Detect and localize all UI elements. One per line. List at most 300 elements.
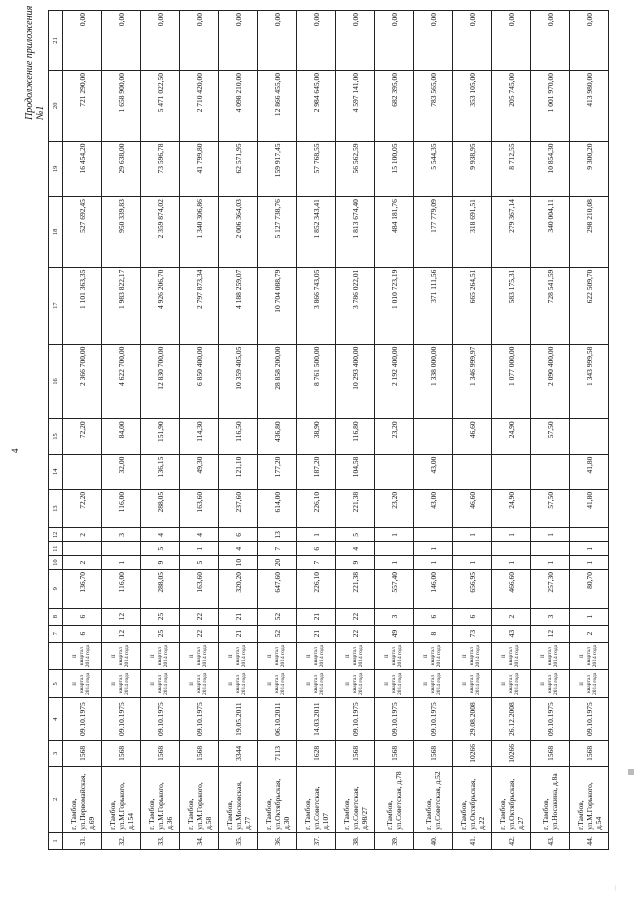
cell-no: 44.: [570, 832, 609, 849]
cell-c12: 1: [531, 528, 570, 542]
cell-c19: 10 854,30: [531, 141, 570, 197]
cell-c9: 136,70: [63, 570, 102, 608]
cell-c13: 46,60: [453, 489, 492, 527]
cell-c19: 41 799,80: [180, 141, 219, 197]
cell-c7: 25: [141, 625, 180, 642]
cell-c15: 23,20: [375, 419, 414, 454]
cell-c18: 2 006 364,03: [219, 197, 258, 268]
cell-c3: 1568: [141, 741, 180, 767]
cell-c15: [414, 419, 453, 454]
cell-c12: 5: [336, 528, 375, 542]
cell-no: 40.: [414, 832, 453, 849]
cell-c12: 4: [141, 528, 180, 542]
cell-c16: 2 192 400,00: [375, 344, 414, 419]
cell-c17: 3 866 743,05: [297, 267, 336, 344]
cell-c8: 25: [141, 608, 180, 625]
cell-c17: 665 264,51: [453, 267, 492, 344]
cell-c9: 557,40: [375, 570, 414, 608]
cell-c13: 43,00: [414, 489, 453, 527]
cell-c7: 2: [570, 625, 609, 642]
cell-c9: 466,60: [492, 570, 531, 608]
cell-no: 34.: [180, 832, 219, 849]
header-cell: 16: [49, 344, 63, 419]
cell-c12: [414, 528, 453, 542]
cell-c19: 8 712,55: [492, 141, 531, 197]
cell-c11: 5: [141, 542, 180, 556]
cell-c5: II квартал 2014 года: [297, 670, 336, 698]
cell-c15: 46,60: [453, 419, 492, 454]
cell-c21: 0,00: [570, 11, 609, 71]
cell-c14: 49,30: [180, 454, 219, 489]
cell-no: 36.: [258, 832, 297, 849]
cell-c19: 57 768,55: [297, 141, 336, 197]
cell-c7: 22: [180, 625, 219, 642]
cell-c14: [531, 454, 570, 489]
header-cell: 13: [49, 489, 63, 527]
cell-date: 06.10.2011: [258, 698, 297, 741]
cell-c21: 0,00: [258, 11, 297, 71]
cell-c17: 10 704 088,79: [258, 267, 297, 344]
cell-c20: 2 710 420,00: [180, 71, 219, 142]
cell-c20: 5 471 022,50: [141, 71, 180, 142]
header-cell: 4: [49, 698, 63, 741]
cell-c6: II квартал 2014 года: [336, 642, 375, 670]
cell-c15: 116,80: [336, 419, 375, 454]
cell-addr: г. Тамбов, ул.Носакина, д.8а: [531, 766, 570, 832]
header-cell: 19: [49, 141, 63, 197]
cell-c5: II квартал 2014 года: [336, 670, 375, 698]
header-cell: 9: [49, 570, 63, 608]
cell-c17: 3 786 022,01: [336, 267, 375, 344]
cell-c21: 0,00: [63, 11, 102, 71]
cell-addr: г.Тамбов, ул.Московская, д.77: [219, 766, 258, 832]
cell-c11: 1: [570, 542, 609, 556]
cell-c11: 7: [258, 542, 297, 556]
cell-c11: [102, 542, 141, 556]
cell-c6: II квартал 2014 года: [531, 642, 570, 670]
cell-c7: 73: [453, 625, 492, 642]
cell-addr: г. Тамбов, ул.Октябрьская, д.27: [492, 766, 531, 832]
cell-c5: II квартал 2014 года: [375, 670, 414, 698]
cell-c16: 2 366 700,00: [63, 344, 102, 419]
cell-date: 09.10.1975: [63, 698, 102, 741]
cell-c9: 320,20: [219, 570, 258, 608]
table-row: [336, 11, 375, 850]
cell-c5: II квартал 2014 года: [63, 670, 102, 698]
cell-c10: 2: [63, 556, 102, 570]
cell-c3: 10266: [453, 741, 492, 767]
cell-c10: 1: [492, 556, 531, 570]
cell-c6: II квартал 2014 года: [570, 642, 609, 670]
cell-c19: 62 571,95: [219, 141, 258, 197]
cell-c15: 57,50: [531, 419, 570, 454]
cell-c13: 41,80: [570, 489, 609, 527]
cell-c9: 226,10: [297, 570, 336, 608]
cell-c17: 622 509,70: [570, 267, 609, 344]
cell-c16: 8 761 500,00: [297, 344, 336, 419]
cell-c15: 436,80: [258, 419, 297, 454]
cell-c8: 21: [219, 608, 258, 625]
cell-c13: 288,05: [141, 489, 180, 527]
cell-c14: 187,20: [297, 454, 336, 489]
scan-mark: [628, 769, 634, 775]
cell-c14: [375, 454, 414, 489]
cell-c8: 12: [102, 608, 141, 625]
cell-c7: 12: [102, 625, 141, 642]
cell-c3: 1568: [336, 741, 375, 767]
cell-c17: 371 111,56: [414, 267, 453, 344]
cell-c20: 1 001 970,00: [531, 71, 570, 142]
cell-c15: 116,50: [219, 419, 258, 454]
cell-c14: [453, 454, 492, 489]
cell-c17: 728 541,59: [531, 267, 570, 344]
cell-c10: 1: [375, 556, 414, 570]
cell-c14: 121,10: [219, 454, 258, 489]
cell-c5: II квартал 2014 года: [219, 670, 258, 698]
table-row: [531, 11, 570, 850]
cell-c19: 29 638,00: [102, 141, 141, 197]
cell-no: 37.: [297, 832, 336, 849]
cell-c12: 1: [492, 528, 531, 542]
cell-c3: 3344: [219, 741, 258, 767]
cell-c8: 22: [336, 608, 375, 625]
cell-c14: 104,58: [336, 454, 375, 489]
cell-c7: 43: [492, 625, 531, 642]
cell-c9: 257,30: [531, 570, 570, 608]
cell-c7: 49: [375, 625, 414, 642]
cell-addr: г. Тамбов, ул.Советская, д.52: [414, 766, 453, 832]
cell-c16: 4 622 700,00: [102, 344, 141, 419]
cell-addr: г.Тамбов, ул.М.Горького, д.54: [570, 766, 609, 832]
cell-c16: 28 858 200,00: [258, 344, 297, 419]
cell-c7: 21: [219, 625, 258, 642]
cell-addr: г.Тамбов, ул.Октябрьская, д.22: [453, 766, 492, 832]
cell-date: 09.10.1975: [102, 698, 141, 741]
cell-c7: 8: [414, 625, 453, 642]
cell-c19: 159 917,45: [258, 141, 297, 197]
header-cell: 21: [49, 11, 63, 71]
cell-c6: II квартал 2014 года: [141, 642, 180, 670]
cell-c13: 57,50: [531, 489, 570, 527]
header-cell: 15: [49, 419, 63, 454]
cell-c15: 24,90: [492, 419, 531, 454]
table-row: [453, 11, 492, 850]
header-cell: 11: [49, 542, 63, 556]
cell-c21: 0,00: [219, 11, 258, 71]
cell-addr: г. Тамбов, ул.Октябрьская, д.30: [258, 766, 297, 832]
cell-c6: II квартал 2014 года: [219, 642, 258, 670]
table-row: [414, 11, 453, 850]
cell-c6: II квартал 2014 года: [453, 642, 492, 670]
cell-c13: 237,60: [219, 489, 258, 527]
cell-addr: г. Тамбов, ул.М.Горького, д.58: [180, 766, 219, 832]
cell-addr: г. Тамбов, ул.Советская, д.98/27: [336, 766, 375, 832]
table-row: [102, 11, 141, 850]
cell-c18: 2 359 874,02: [141, 197, 180, 268]
cell-date: 19.05.2011: [219, 698, 258, 741]
cell-c17: 1 101 363,35: [63, 267, 102, 344]
cell-c18: 279 367,14: [492, 197, 531, 268]
cell-c10: 1: [414, 556, 453, 570]
cell-c11: [63, 542, 102, 556]
cell-c16: 12 830 700,00: [141, 344, 180, 419]
cell-c16: 10 293 400,00: [336, 344, 375, 419]
cell-c10: 20: [258, 556, 297, 570]
cell-c3: 1568: [180, 741, 219, 767]
cell-addr: г.Тамбов, ул.М.Горького, д.154: [102, 766, 141, 832]
cell-c16: 1 077 000,00: [492, 344, 531, 419]
cell-c7: 6: [63, 625, 102, 642]
cell-c3: 1568: [375, 741, 414, 767]
cell-c5: II квартал 2014 года: [180, 670, 219, 698]
cell-date: 09.10.1975: [141, 698, 180, 741]
cell-c5: II квартал 2014 года: [258, 670, 297, 698]
cell-c5: II квартал 2014 года: [570, 670, 609, 698]
cell-c14: 177,20: [258, 454, 297, 489]
cell-c17: 1 010 723,19: [375, 267, 414, 344]
cell-c10: 10: [219, 556, 258, 570]
cell-c17: 4 926 206,70: [141, 267, 180, 344]
cell-c8: 6: [453, 608, 492, 625]
cell-c19: 73 596,78: [141, 141, 180, 197]
cell-date: 09.10.1975: [336, 698, 375, 741]
cell-c6: II квартал 2014 года: [492, 642, 531, 670]
cell-date: 09.10.1975: [180, 698, 219, 741]
cell-c8: 2: [492, 608, 531, 625]
cell-c15: [570, 419, 609, 454]
cell-c21: 0,00: [492, 11, 531, 71]
cell-c15: 114,30: [180, 419, 219, 454]
cell-c21: 0,00: [180, 11, 219, 71]
cell-c9: 80,70: [570, 570, 609, 608]
cell-c21: 0,00: [453, 11, 492, 71]
cell-c20: 4 098 210,00: [219, 71, 258, 142]
cell-c15: 151,90: [141, 419, 180, 454]
cell-c16: 1 343 999,58: [570, 344, 609, 419]
cell-c19: 5 544,35: [414, 141, 453, 197]
cell-c14: 136,15: [141, 454, 180, 489]
cell-c12: 4: [180, 528, 219, 542]
cell-c18: 5 127 738,76: [258, 197, 297, 268]
cell-no: 43.: [531, 832, 570, 849]
cell-date: 09.10.1975: [570, 698, 609, 741]
cell-c5: II квартал 2014 года: [531, 670, 570, 698]
cell-no: 33.: [141, 832, 180, 849]
cell-no: 35.: [219, 832, 258, 849]
cell-c12: 3: [102, 528, 141, 542]
cell-c21: 0,00: [531, 11, 570, 71]
cell-c10: 1: [531, 556, 570, 570]
cell-c3: 1568: [63, 741, 102, 767]
cell-no: 41.: [453, 832, 492, 849]
cell-c9: 116,00: [102, 570, 141, 608]
cell-c15: 84,00: [102, 419, 141, 454]
cell-c9: 146,00: [414, 570, 453, 608]
table-row: [570, 11, 609, 850]
table-row: [492, 11, 531, 850]
cell-c20: 12 866 455,00: [258, 71, 297, 142]
cell-c15: 72,20: [63, 419, 102, 454]
cell-c11: [492, 542, 531, 556]
cell-c21: 0,00: [336, 11, 375, 71]
cell-c21: 0,00: [102, 11, 141, 71]
cell-c12: 1: [453, 528, 492, 542]
cell-c12: [570, 528, 609, 542]
cell-c8: 21: [297, 608, 336, 625]
cell-c17: 2 797 873,34: [180, 267, 219, 344]
table-row: [141, 11, 180, 850]
cell-c13: 116,00: [102, 489, 141, 527]
cell-c15: 38,90: [297, 419, 336, 454]
header-cell: 14: [49, 454, 63, 489]
cell-c16: 2 090 400,00: [531, 344, 570, 419]
cell-c17: 1 983 822,17: [102, 267, 141, 344]
header-cell: 17: [49, 267, 63, 344]
cell-c5: II квартал 2014 года: [453, 670, 492, 698]
cell-no: 42.: [492, 832, 531, 849]
cell-date: 26.12.2008: [492, 698, 531, 741]
cell-c20: 205 745,00: [492, 71, 531, 142]
cell-addr: г.Тамбов, ул.Советская, д.78: [375, 766, 414, 832]
cell-c11: [375, 542, 414, 556]
cell-c6: II квартал 2014 года: [375, 642, 414, 670]
cell-c20: 413 980,00: [570, 71, 609, 142]
header-cell: 10: [49, 556, 63, 570]
cell-c14: [63, 454, 102, 489]
cell-c14: 41,80: [570, 454, 609, 489]
cell-c9: 288,05: [141, 570, 180, 608]
cell-c12: 2: [63, 528, 102, 542]
cell-c10: 1: [102, 556, 141, 570]
cell-c7: 52: [258, 625, 297, 642]
cell-c5: II квартал 2014 года: [492, 670, 531, 698]
cell-c3: 1568: [102, 741, 141, 767]
cell-c6: II квартал 2014 года: [180, 642, 219, 670]
cell-c18: 177 779,09: [414, 197, 453, 268]
header-cell: [49, 642, 63, 670]
cell-c3: 1568: [531, 741, 570, 767]
cell-c7: 21: [297, 625, 336, 642]
cell-date: 14.03.2011: [297, 698, 336, 741]
cell-c3: 1568: [570, 741, 609, 767]
cell-c20: 353 105,00: [453, 71, 492, 142]
cell-c6: II квартал 2014 года: [63, 642, 102, 670]
cell-c21: 0,00: [414, 11, 453, 71]
cell-c9: 647,60: [258, 570, 297, 608]
cell-c17: 4 188 259,07: [219, 267, 258, 344]
cell-c8: 1: [570, 608, 609, 625]
cell-c8: 3: [375, 608, 414, 625]
page-title: Продолжение приложения №1: [24, 5, 46, 120]
cell-addr: г. Тамбов, ул.М.Горького, д.36: [141, 766, 180, 832]
cell-c20: 2 984 645,00: [297, 71, 336, 142]
header-cell: 12: [49, 528, 63, 542]
cell-c20: 1 658 900,00: [102, 71, 141, 142]
header-cell: 2: [49, 766, 63, 832]
table-row: [219, 11, 258, 850]
header-cell: 3: [49, 741, 63, 767]
cell-c6: II квартал 2014 года: [297, 642, 336, 670]
cell-c18: 484 181,76: [375, 197, 414, 268]
cell-c18: 298 210,08: [570, 197, 609, 268]
cell-c6: II квартал 2014 года: [414, 642, 453, 670]
cell-c8: 3: [531, 608, 570, 625]
cell-c10: 1: [570, 556, 609, 570]
cell-c3: 1628: [297, 741, 336, 767]
cell-no: 39.: [375, 832, 414, 849]
header-cell: 20: [49, 71, 63, 142]
page-number: 4: [10, 448, 20, 453]
cell-c12: 13: [258, 528, 297, 542]
cell-c11: [453, 542, 492, 556]
table-row: [180, 11, 219, 850]
cell-c8: 6: [63, 608, 102, 625]
table-row: [375, 11, 414, 850]
cell-c13: 226,10: [297, 489, 336, 527]
table-row: [63, 11, 102, 850]
cell-c10: 1: [453, 556, 492, 570]
cell-c19: 16 454,20: [63, 141, 102, 197]
cell-c11: 4: [336, 542, 375, 556]
cell-c13: 23,20: [375, 489, 414, 527]
cell-c3: 7113: [258, 741, 297, 767]
cell-c18: 1 852 343,41: [297, 197, 336, 268]
cell-c11: [531, 542, 570, 556]
cell-c17: 583 175,31: [492, 267, 531, 344]
cell-c14: 32,00: [102, 454, 141, 489]
cell-c19: 9 300,20: [570, 141, 609, 197]
cell-c8: 52: [258, 608, 297, 625]
cell-c5: II квартал 2014 года: [141, 670, 180, 698]
cell-addr: г. Тамбов, ул.Первомайская, д.69: [63, 766, 102, 832]
cell-c13: 614,00: [258, 489, 297, 527]
cell-c8: 6: [414, 608, 453, 625]
cell-c13: 221,38: [336, 489, 375, 527]
cell-date: 09.10.1975: [531, 698, 570, 741]
cell-addr: г. Тамбов, ул.Советская, д.107: [297, 766, 336, 832]
header-row: [49, 11, 63, 850]
cell-c19: 56 562,59: [336, 141, 375, 197]
header-cell: 7: [49, 625, 63, 642]
cell-c5: II квартал 2014 года: [414, 670, 453, 698]
cell-date: 09.10.1975: [375, 698, 414, 741]
cell-c13: 163,60: [180, 489, 219, 527]
table-row: [258, 11, 297, 850]
cell-c13: 72,20: [63, 489, 102, 527]
cell-c20: 4 597 141,00: [336, 71, 375, 142]
cell-c10: 5: [180, 556, 219, 570]
cell-c5: II квартал 2014 года: [102, 670, 141, 698]
cell-c7: 12: [531, 625, 570, 642]
cell-c12: 6: [219, 528, 258, 542]
data-table: [48, 10, 609, 850]
header-cell: 5: [49, 670, 63, 698]
cell-c12: 1: [297, 528, 336, 542]
cell-c21: 0,00: [297, 11, 336, 71]
cell-no: 31.: [63, 832, 102, 849]
cell-c11: 1: [180, 542, 219, 556]
cell-c13: 24,90: [492, 489, 531, 527]
cell-c18: 950 339,83: [102, 197, 141, 268]
cell-c11: 6: [297, 542, 336, 556]
cell-c18: 1 340 306,86: [180, 197, 219, 268]
cell-c18: 318 691,51: [453, 197, 492, 268]
cell-c16: 10 359 405,05: [219, 344, 258, 419]
cell-no: 38.: [336, 832, 375, 849]
cell-c14: 43,00: [414, 454, 453, 489]
cell-c9: 221,38: [336, 570, 375, 608]
cell-c21: 0,00: [141, 11, 180, 71]
